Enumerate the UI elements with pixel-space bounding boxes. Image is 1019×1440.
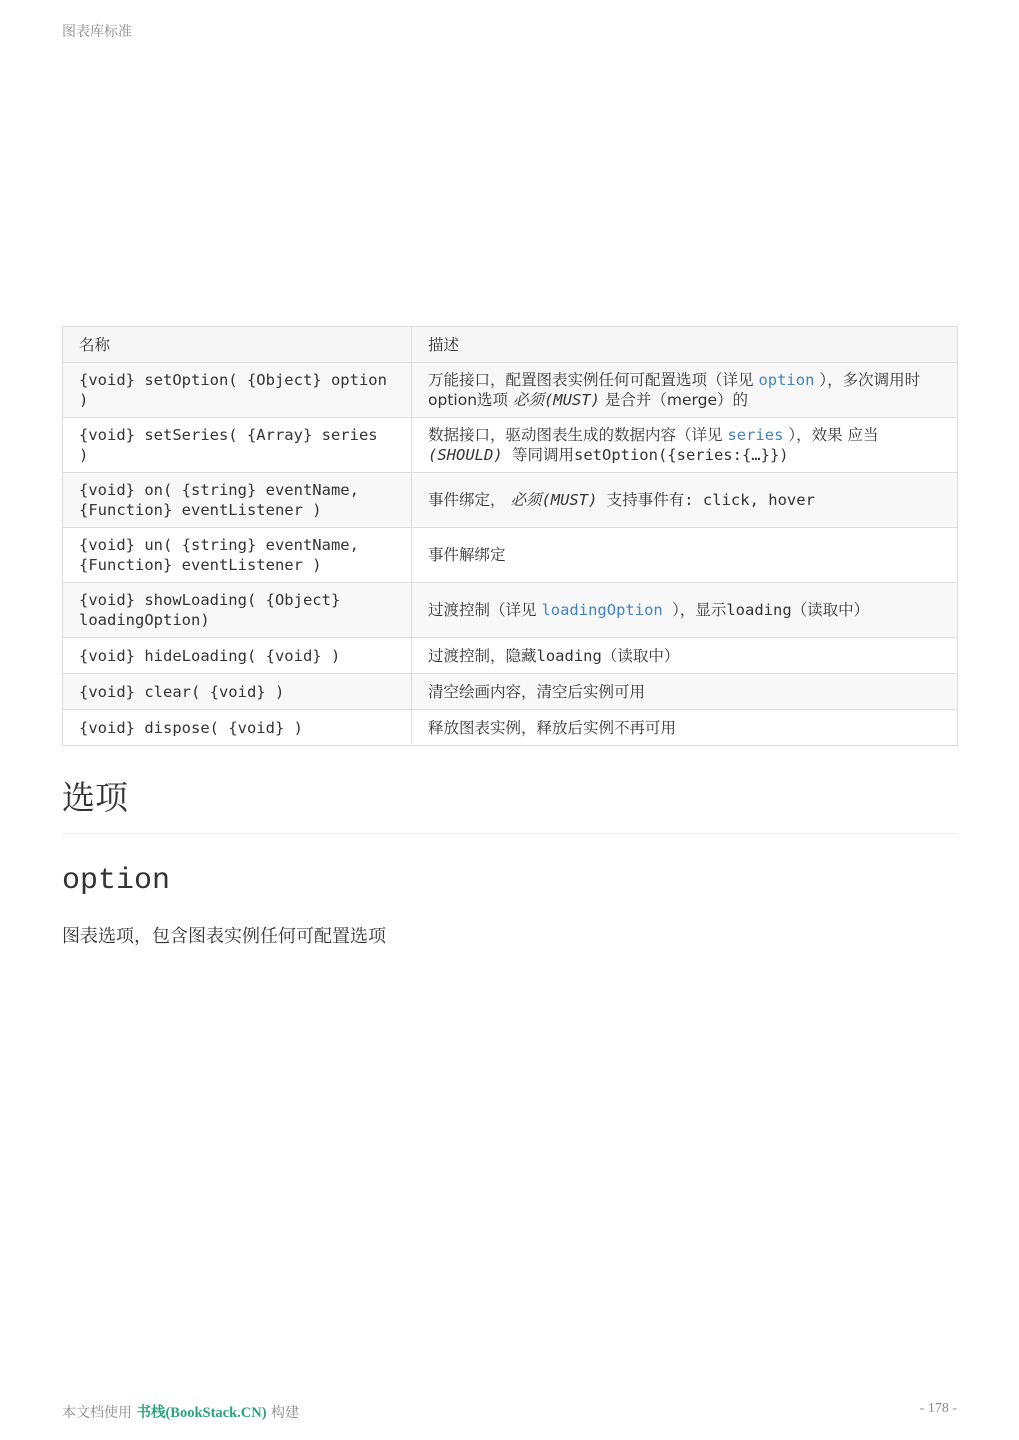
table-row — [63, 583, 958, 638]
table-row — [63, 473, 958, 528]
table-row — [63, 674, 958, 710]
running-header: 图表库标准 — [62, 24, 132, 40]
method-signature: {void} clear( {void} ) — [63, 674, 412, 710]
method-signature: {void} showLoading( {Object} loadingOption) — [63, 583, 412, 638]
column-header-description: 描述 — [412, 327, 958, 363]
method-signature: {void} hideLoading( {void} ) — [63, 638, 412, 674]
method-description: 事件绑定， 必须(MUST) 支持事件有: click, hover — [412, 473, 958, 528]
option-link[interactable]: option — [758, 371, 815, 389]
api-method-table — [62, 326, 958, 746]
table-row — [63, 710, 958, 746]
method-signature: {void} dispose( {void} ) — [63, 710, 412, 746]
loading-option-link[interactable]: loadingOption — [541, 601, 663, 619]
method-signature: {void} setOption( {Object} option ) — [63, 363, 412, 418]
section-heading: 选项 — [62, 778, 128, 817]
table-header-row — [63, 327, 958, 363]
page-number: - 178 - — [919, 1401, 957, 1416]
table-row — [63, 418, 958, 473]
option-subheading: option — [62, 864, 171, 898]
method-description: 过渡控制（详见 loadingOption ），显示loading（读取中） — [412, 583, 958, 638]
method-description: 清空绘画内容，清空后实例可用 — [412, 674, 958, 710]
method-description: 事件解绑定 — [412, 528, 958, 583]
method-description: 数据接口，驱动图表生成的数据内容（详见 series ），效果 应当(SHOULD) 等同调用setOption({series:{…}}) — [412, 418, 958, 473]
method-signature: {void} setSeries( {Array} series ) — [63, 418, 412, 473]
method-description: 释放图表实例，释放后实例不再可用 — [412, 710, 958, 746]
method-signature: {void} on( {string} eventName, {Function} eventListener ) — [63, 473, 412, 528]
footer-credit: 本文档使用 书栈(BookStack.CN) 构建 — [62, 1405, 300, 1421]
method-description: 万能接口，配置图表实例任何可配置选项（详见 option ），多次调用时option选项 必须(MUST) 是合并（merge）的 — [412, 363, 958, 418]
table-row — [63, 363, 958, 418]
table-row — [63, 528, 958, 583]
option-description: 图表选项，包含图表实例任何可配置选项 — [62, 926, 386, 947]
method-signature: {void} un( {string} eventName, {Function} eventListener ) — [63, 528, 412, 583]
heading-divider — [62, 833, 957, 834]
bookstack-link[interactable]: 书栈(BookStack.CN) — [136, 1405, 267, 1421]
column-header-name: 名称 — [63, 327, 412, 363]
method-description: 过渡控制，隐藏loading（读取中） — [412, 638, 958, 674]
series-link[interactable]: series — [727, 426, 784, 444]
table-row — [63, 638, 958, 674]
